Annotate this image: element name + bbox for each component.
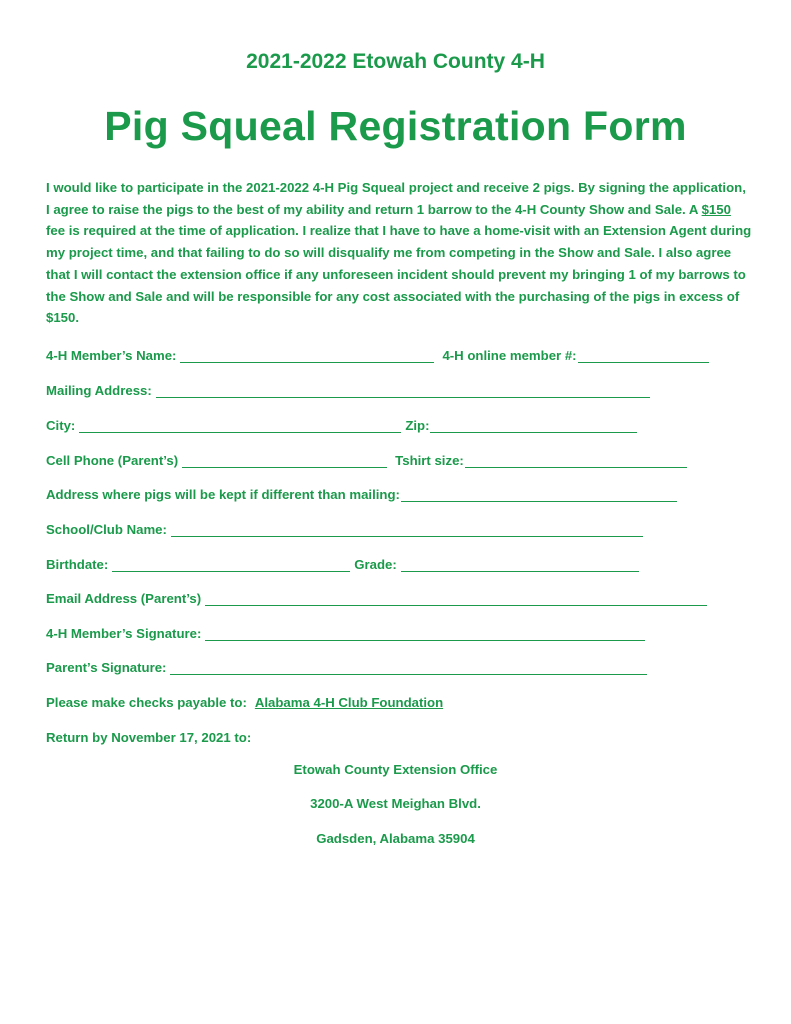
school-club-label: School/Club Name: (46, 522, 167, 537)
alt-address-field[interactable] (401, 487, 677, 502)
city-label: City: (46, 418, 76, 433)
mailing-address-label: Mailing Address: (46, 383, 152, 398)
grade-field[interactable] (401, 557, 639, 572)
form-header: 2021-2022 Etowah County 4-H (246, 50, 545, 73)
payable-label: Please make checks payable to: (46, 695, 247, 710)
office-name: Etowah County Extension Office (293, 762, 498, 777)
fee-amount: $150 (701, 201, 731, 217)
intro-text-2: fee is required at the time of application. I realize that I have to have a home-visit with an Extension Agent during my project time, and that failing to do so will disqualify me from competing in the Show and Sale. I also agree that I will contact the extension office if any unforeseen incident should prevent my bringing 1 of my barrows to the Show and Sale and will be responsible for any cost associated with the purchasing of the pigs in excess of $150. (46, 223, 752, 326)
parent-signature-row (46, 655, 647, 675)
online-member-field[interactable] (578, 348, 709, 363)
cell-phone-label: Cell Phone (Parent’s) (46, 453, 179, 468)
cell-phone-field[interactable] (182, 453, 387, 468)
return-by-text: Return by November 17, 2021 to: (46, 730, 252, 745)
alt-address-row (46, 482, 677, 502)
return-by-row (46, 725, 251, 745)
member-signature-row (46, 621, 645, 641)
member-signature-label: 4-H Member’s Signature: (46, 626, 202, 641)
office-city: Gadsden, Alabama 35904 (316, 831, 475, 846)
member-signature-field[interactable] (205, 626, 645, 641)
tshirt-label: Tshirt size: (395, 453, 464, 468)
member-name-field[interactable] (180, 348, 434, 363)
grade-label: Grade: (354, 557, 397, 572)
birthdate-grade-row (46, 552, 639, 572)
office-street: 3200-A West Meighan Blvd. (310, 796, 481, 811)
payable-row (46, 690, 443, 710)
zip-field[interactable] (430, 418, 637, 433)
intro-text-1: I would like to participate in the 2021-2022 4-H Pig Squeal project and receive 2 pigs. By signing the application, I agree to raise the pigs to the best of my ability and return 1 barrow to the 4-H County Show and Sale. A (46, 180, 746, 217)
phone-tshirt-row (46, 448, 687, 468)
parent-signature-field[interactable] (170, 660, 647, 675)
email-field[interactable] (205, 591, 707, 606)
form-title: Pig Squeal Registration Form (104, 103, 687, 149)
school-club-row (46, 517, 643, 537)
zip-label: Zip: (405, 418, 430, 433)
birthdate-field[interactable] (112, 557, 350, 572)
online-member-label: 4-H online member #: (442, 348, 577, 363)
parent-signature-label: Parent’s Signature: (46, 660, 167, 675)
city-field[interactable] (79, 418, 401, 433)
mailing-address-field[interactable] (156, 383, 650, 398)
school-club-field[interactable] (171, 522, 643, 537)
alt-address-label: Address where pigs will be kept if different than mailing: (46, 487, 400, 502)
birthdate-label: Birthdate: (46, 557, 109, 572)
member-name-row (46, 343, 709, 363)
intro-paragraph (46, 177, 752, 329)
city-zip-row (46, 413, 637, 433)
email-row (46, 586, 707, 606)
email-label: Email Address (Parent’s) (46, 591, 202, 606)
member-name-label: 4-H Member’s Name: (46, 348, 177, 363)
mailing-address-row (46, 378, 650, 398)
payee-name: Alabama 4-H Club Foundation (254, 695, 444, 710)
tshirt-field[interactable] (465, 453, 687, 468)
